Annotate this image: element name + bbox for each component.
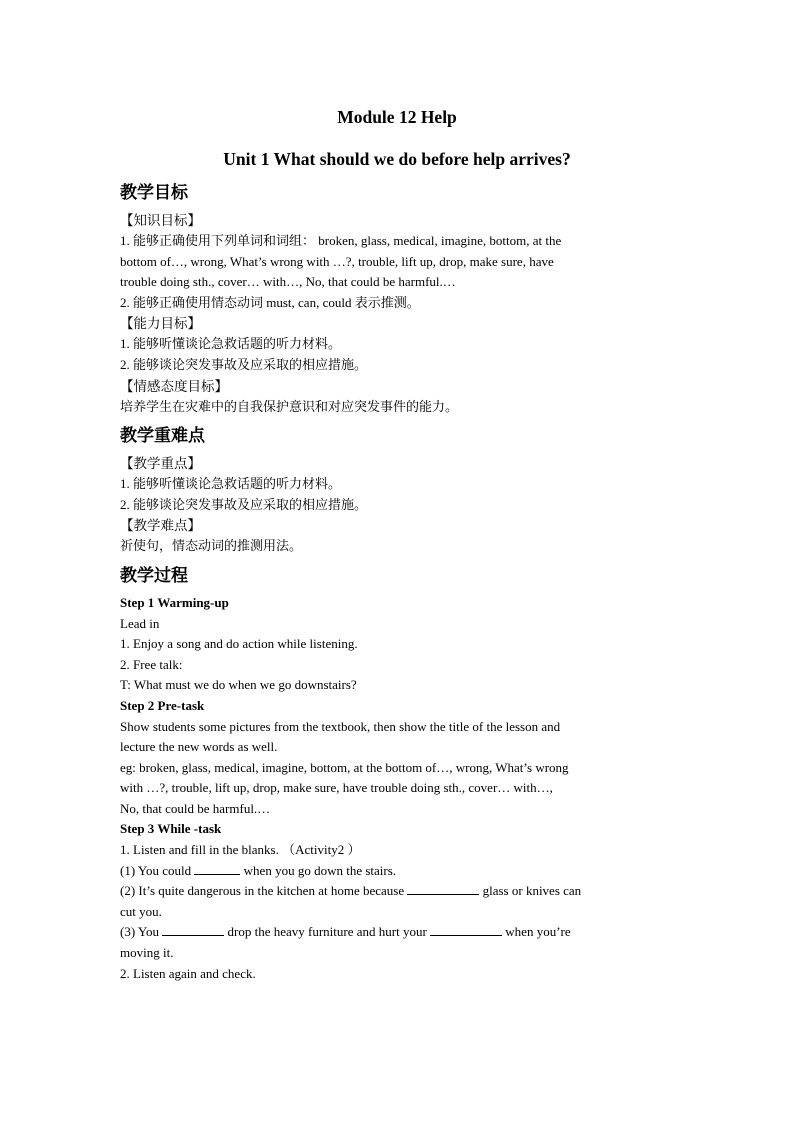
knowledge-label: 【知识目标】 xyxy=(120,213,201,228)
document-body xyxy=(120,104,674,984)
key-label: 【教学重点】 xyxy=(120,456,201,472)
question-3-part: when you’re xyxy=(505,924,571,940)
step2-title: Step 2 Pre-task xyxy=(120,697,205,713)
knowledge-line: 1. 能够正确使用下列单词和词组： broken, glass, medical, imagine, bottom, at the xyxy=(120,233,562,248)
blank-line xyxy=(194,861,240,875)
key-line: 2. 能够谈论突发事故及应采取的相应措施。 xyxy=(120,496,368,512)
knowledge-line: trouble doing sth., cover… with…, No, that could be harmful.… xyxy=(120,274,456,290)
difficult-label: 【教学难点】 xyxy=(120,518,201,534)
step2-line: eg: broken, glass, medical, imagine, bottom, at the bottom of…, wrong, What’s wrong xyxy=(120,759,569,775)
question-3 xyxy=(120,922,674,943)
question-3-part: (3) You xyxy=(120,924,160,940)
key-line: 1. 能够听懂谈论急救话题的听力材料。 xyxy=(120,476,342,492)
step1-title: Step 1 Warming-up xyxy=(120,594,229,610)
question-2 xyxy=(120,881,674,902)
emotion-label: 【情感态度目标】 xyxy=(120,378,228,394)
question-2-part: (2) It’s quite dangerous in the kitchen at home because xyxy=(120,883,405,899)
blank-line xyxy=(430,922,502,936)
ability-line: 2. 能够谈论突发事故及应采取的相应措施。 xyxy=(120,356,368,372)
key-points-heading: 教学重难点 xyxy=(120,426,205,446)
document-title: Module 12 Help xyxy=(337,107,457,127)
ability-label: 【能力目标】 xyxy=(120,316,201,332)
knowledge-line: bottom of…, wrong, What’s wrong with …?, trouble, lift up, drop, make sure, have xyxy=(120,253,554,269)
step1-line: 1. Enjoy a song and do action while listening. xyxy=(120,636,358,652)
step2-line: No, that could be harmful.… xyxy=(120,800,271,816)
question-2-part: glass or knives can xyxy=(482,883,582,899)
step3-item: 2. Listen again and check. xyxy=(120,965,256,981)
emotion-line: 培养学生在灾难中的自我保护意识和对应突发事件的能力。 xyxy=(120,398,459,414)
step3-item: 1. Listen and fill in the blanks. （Activity2 ） xyxy=(120,842,361,858)
step3-title: Step 3 While -task xyxy=(120,821,222,837)
difficult-line: 祈使句，情态动词的推测用法。 xyxy=(120,538,303,554)
ability-line: 1. 能够听懂谈论急救话题的听力材料。 xyxy=(120,336,342,352)
blank-line xyxy=(407,881,479,895)
step1-line: T: What must we do when we go downstairs? xyxy=(120,677,357,693)
process-heading: 教学过程 xyxy=(120,565,188,585)
step2-line: with …?, trouble, lift up, drop, make sure, have trouble doing sth., cover… with…, xyxy=(120,780,553,796)
question-1-part: (1) You could xyxy=(120,862,192,878)
knowledge-line: 2. 能够正确使用情态动词 must, can, could 表示推测。 xyxy=(120,294,420,310)
question-3-part: drop the heavy furniture xyxy=(227,924,354,940)
step2-line: Show students some pictures from the textbook, then show the title of the lesson and xyxy=(120,718,561,734)
question-2-cont: cut you. xyxy=(120,903,162,919)
blank-line xyxy=(162,922,224,936)
question-3-cont: moving it. xyxy=(120,945,174,961)
objectives-heading: 教学目标 xyxy=(120,183,188,202)
question-3-part: and hurt your xyxy=(356,924,427,940)
question-1 xyxy=(120,861,674,882)
question-1-part: when you go down the stairs. xyxy=(243,862,397,878)
document-subtitle: Unit 1 What should we do before help arrives? xyxy=(223,149,571,169)
step2-line: lecture the new words as well. xyxy=(120,739,278,755)
step1-line: Lead in xyxy=(120,615,160,631)
step1-line: 2. Free talk: xyxy=(120,656,183,672)
